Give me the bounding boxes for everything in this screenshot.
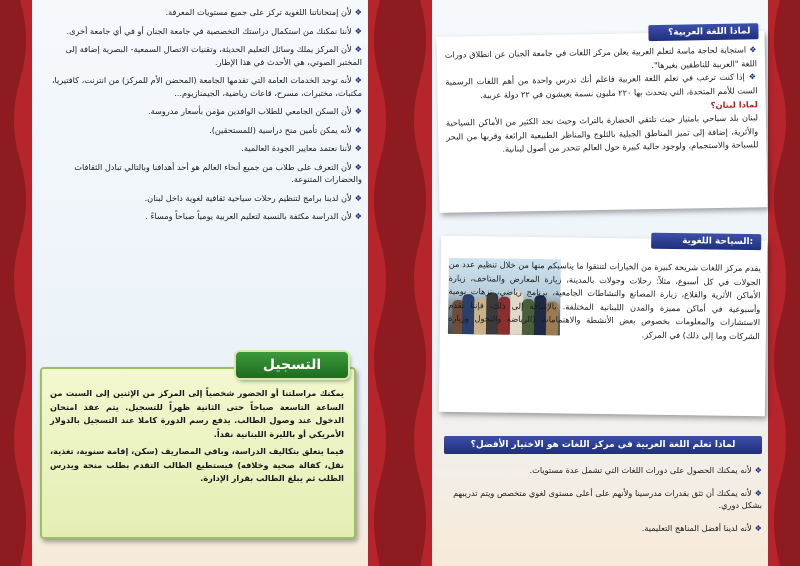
list-item: ❖لأنه يمكن تأمين منح دراسية (للمستحقين). (209, 124, 362, 135)
list-item: ❖لأن لدينا برامج لتنظيم رحلات سياحية ثقافية لغوية داخل لبنان. (144, 192, 362, 203)
tourism-card (439, 236, 767, 417)
why-lebanon-text: لبنان بلد سياحي بامتياز حيث تلتقي الحضارة بالتراث وحيث نجد الكثير من الأماكن السياحية والأثرية، إضافة إلى تميز المناطق الجبلية بالثلوج والمناظر الطبيعية الرائعة وقربها من البحر للسباحة والاستجمام، ولوجود جالية كبيرة حول العالم تتحدر من أصول لبنانية. (445, 112, 759, 154)
right-panel (400, 0, 800, 566)
why-arabic-text-1: ❖ استجابة لحاجة ماسة لتعلم العربية يعلن مركز اللغات في جامعة الجنان عن انطلاق دورات اللغة "العربية للناطقين بغيرها". (444, 44, 758, 70)
list-item: ❖لأنه يمكنك الحصول على دورات اللغات التي تشمل عدة مستويات. (529, 465, 762, 475)
registration-text-1: يمكنك مراسلتنا أو الحضور شخصياً إلى المركز من الإثنين إلى السبت من الساعة التاسعة صباحاً حتى الثانية ظهراً للتسجيل. يتم عقد امتحان الدخول عند وصول الطالب. يدفع رسم الدورة كاملا عند التسجيل بالدولار الأمريكي أو بالليرة اللبنانية نقداً. (50, 388, 344, 439)
list-item: ❖لأن المركز يملك وسائل التعليم الحديثة، وتقنيات الاتصال السمعية- البصرية إضافة إلى المختبر الصوتي، هي الأحدث في هذا الإطار. (65, 44, 362, 67)
list-item: ❖لأن السكن الجامعي للطلاب الوافدين مؤمن بأسعار مدروسة. (148, 106, 362, 116)
tourism-text: يقدم مركز اللغات شريحة كبيرة من الخيارات لتنتقوا ما يناسبكم منها من خلال تنظيم عدد من الجولات في كل أسبوع، مثلاً: رحلات وجولات بالمدينة، زيارة المعارض والمتاحف، زيارة الأماكن الأثرية والقلاع، زيارة المصانع والنشاطات الجامعية، برنامج رياضي، نزهات يومية وأسبوعية في أماكن مميزة والمدن اللبنانية المختلفة. بالإضافة إلى ذلك، فإننا نقدم الاستشارات والمعلومات بخصوص بعض الأنشطة والاهتمامات (الرياضة والتجول وزيارة الشركات وما إلى ذلك) في المركز. (448, 258, 761, 341)
why-arabic-text-2: ❖ إذا كنت ترغب في تعلم اللغة العربية فاعلم أنك تدرس واحدة من أهم اللغات الرسمية الست للأمم المتحدة، التي يتحدث بها ٢٢٠ مليون نسمة يعيشون في ٢٢ دولة عربية. (445, 71, 758, 100)
why-center-list (444, 464, 762, 540)
tourism-heading: السياحة اللغوية: (651, 233, 761, 251)
why-center-heading: لماذا تعلم اللغة العربية في مركز اللغات هو الاختيار الأفضل؟ (444, 436, 762, 454)
advantages-list (40, 6, 362, 229)
right-edge-stripe (768, 0, 800, 566)
list-item: ❖لأن التعرف على طلاب من جميع أنحاء العالم هو أحد أهدافنا وبالتالي تبادل الثقافات والحضارات المتنوعة. (74, 161, 362, 184)
list-item: ❖لأنه لدينا أفضل المناهج التعليمية. (641, 522, 762, 533)
list-item: ❖لأن إمتحاناتنا اللغوية تركز على جميع مستويات المعرفة. (165, 7, 362, 17)
why-arabic-heading: لماذا اللغة العربية؟ (648, 23, 758, 41)
list-item: ❖لأن الدراسة مكثفة بالنسبة لتعليم العربية يومياً صباحاً ومساءً . (145, 211, 362, 221)
why-lebanon-subheading: لماذا لبنان؟ (710, 99, 758, 111)
left-decorative-stripe (0, 0, 32, 566)
registration-box (40, 367, 356, 539)
registration-text-2: فيما يتعلق بتكاليف الدراسة، وباقي المصاريف (سكن، إقامة سنوية، تغذية، نقل، كفالة صحية وخلافه) فيستطيع الطالب التقدم بطلب منحة ويدرس الطلب ثم يبلغ الطالب بقرار الإدارة. (50, 446, 344, 483)
list-item: ❖لأننا نعتمد معايير الجودة العالمية. (241, 143, 362, 153)
center-decorative-stripe (368, 0, 400, 566)
registration-title: التسجيل (236, 352, 348, 378)
why-arabic-card (436, 26, 767, 213)
list-item: ❖لأننا نمكنك من استكمال دراستك التخصصية في جامعة الجنان أو في أي جامعة أخرى. (66, 25, 362, 36)
right-inner-stripe (400, 0, 432, 566)
list-item: ❖لأنه توجد الخدمات العامة التي تقدمها الجامعة (المحضن الأم للمركز) من انترنت، كافتيريا، مكتبات، مختبرات، مسرح، قاعات رياضية، الجيمنازيوم... (51, 75, 362, 98)
list-item: ❖لأنه يمكنك أن تثق بقدرات مدرسينا ولأنهم على أعلى مستوى لغوي متخصص ويتم تدريبهم بشكل دوري. (453, 487, 762, 510)
